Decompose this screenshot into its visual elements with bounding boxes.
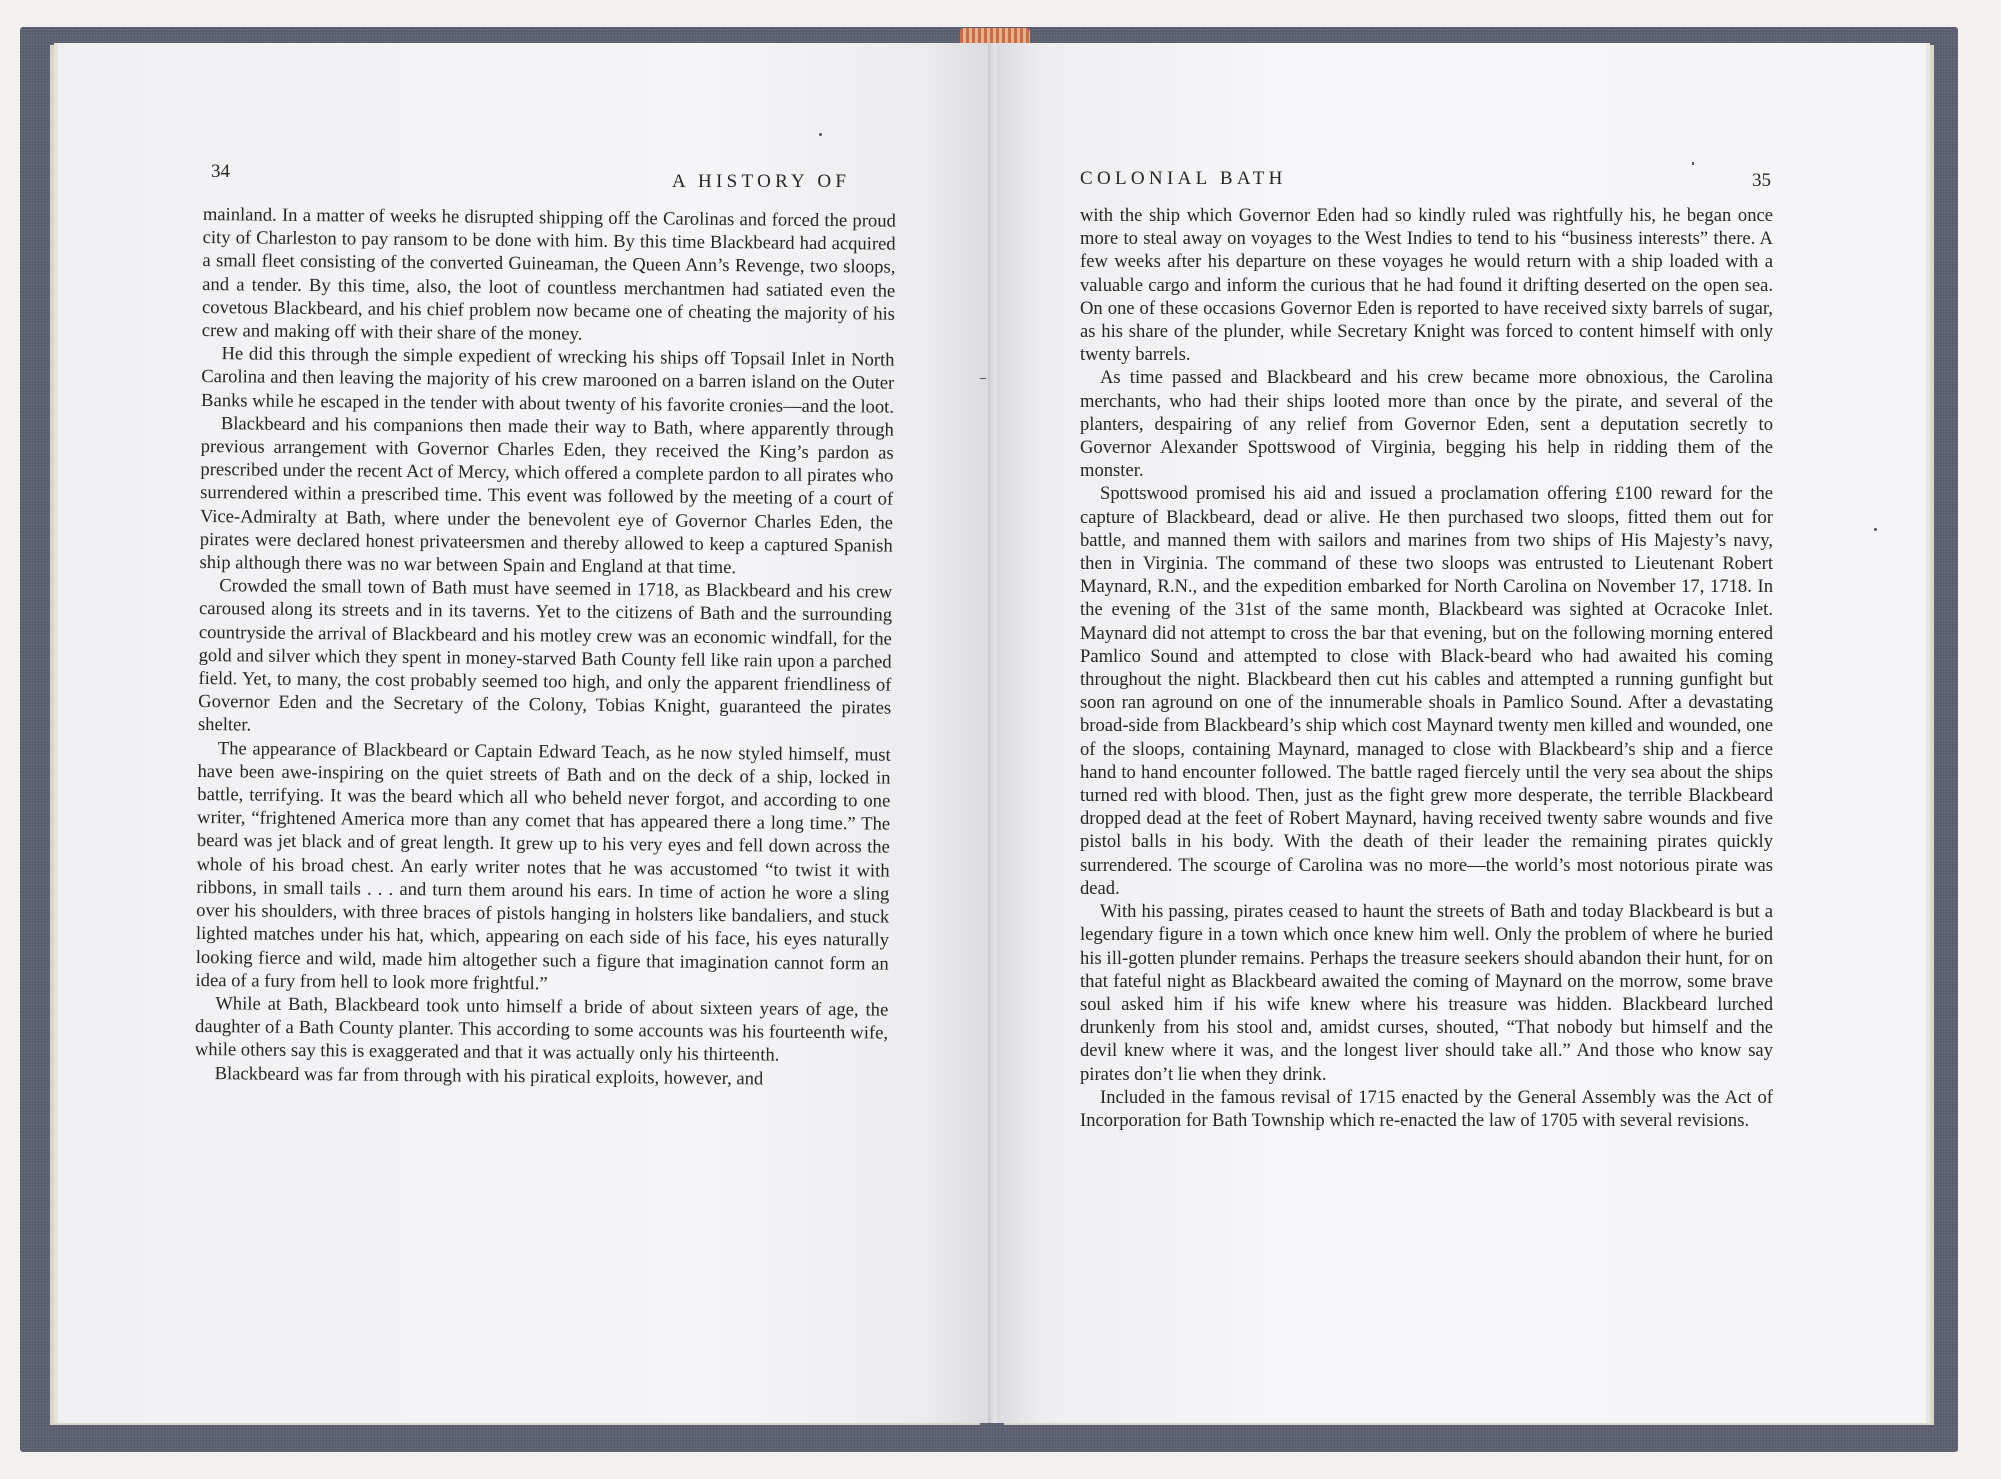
paper-speck	[1692, 162, 1694, 165]
page-gutter	[988, 43, 996, 1423]
running-head-right: COLONIAL BATH	[1080, 168, 1287, 189]
paragraph: mainland. In a matter of weeks he disrupted shipping off the Carolinas and forced the proud city of Charleston to pay ransom to be done with him. By this time Blackbeard had acquired a small fleet consisting of the converted Guineaman, the Queen Ann’s Revenge, two sloops, and a tender. By this time, also, the loot of countless merchantmen had satiated even the covetous Blackbeard, and his chief problem now became one of cheating the majority of his crew and making off with their share of the money.	[201, 203, 896, 345]
paragraph: Spottswood promised his aid and issued a proclamation offering £100 reward for the capture of Blackbeard, dead or alive. He then purchased two sloops, fitted them out for battle, and manned them with sailors and marines from two ships of His Majesty’s navy, then in Virginia. The command of these two sloops was entrusted to Lieutenant Robert Maynard, R.N., and the expedition embarked for North Carolina on November 17, 1718. In the evening of the 31st of the same month, Blackbeard was sighted at Ocracoke Inlet. Maynard did not attempt to cross the bar that evening, but on the following morning entered Pamlico Sound and attempted to close with Black-beard who had awaited his coming throughout the night. Blackbeard then cut his cables and attempted a running gunfight but soon ran aground on one of the innumerable shoals in Pamlico Sound. After a devastating broad-side from Blackbeard’s ship which cost Maynard twenty men killed and wounded, one of the sloops, containing Maynard, managed to close with Blackbeard’s ship and a fierce hand to hand encounter followed. The battle raged fiercely until the very sea about the ships turned red with blood. Then, just as the fight grew more desperate, the terrible Blackbeard dropped dead at the feet of Robert Maynard, having received twenty sabre wounds and five pistol balls in his body. With the death of their leader the remaining pirates quickly surrendered. The scourge of Carolina was no more—the world’s most notorious pirate was dead.	[1080, 483, 1773, 899]
paragraph: with the ship which Governor Eden had so kindly ruled was rightfully his, he began once more to steal away on voyages to the West Indies to tend to his “business interests” there. A few weeks after his departure on these voyages he would return with a ship loaded with a valuable cargo and inform the curious that he had found it drifting deserted on the open sea. On one of these occasions Governor Eden is reported to have received sixty barrels of sugar, as his share of the plunder, while Secretary Knight was forced to content himself with only twenty barrels.	[1080, 205, 1773, 366]
running-head-left: A HISTORY OF	[672, 171, 851, 192]
paragraph: The appearance of Blackbeard or Captain Edward Teach, as he now styled himself, must have been awe-inspiring on the quiet streets of Bath and on the deck of a ship, locked in battle, terrifying. It was the beard which all who beheld never forgot, and according to one writer, “frightened America more than any comet that has appeared there a long time.” The beard was jet black and of great length. It grew up to his very eyes and fell down across the whole of his broad chest. An early writer notes that he was accustomed “to twist it with ribbons, in small tails . . . and turn them around his ears. In time of action he wore a sling over his shoulders, with three braces of pistols hanging in holsters like bandaliers, and stuck lighted matches under his hat, which, appearing on each side of his face, his eyes naturally looking fierce and wild, made him altogether such a figure that imagination cannot form an idea of a fury from hell to look more frightful.”	[195, 737, 891, 995]
paragraph: Blackbeard was far from through with his piratical exploits, however, and	[214, 1062, 764, 1089]
paper-speck	[819, 133, 822, 136]
paragraph: As time passed and Blackbeard and his crew became more obnoxious, the Carolina merchants, who had their ships looted more than once by the pirate, and several of the planters, despairing of any relief from Governor Eden, sent a deputation secretly to Governor Alexander Spottswood of Virginia, begging his help in ridding them of the monster.	[1080, 367, 1773, 482]
paragraph: He did this through the simple expedient of wrecking his ships off Topsail Inlet in North Carolina and then leaving the majority of his crew marooned on a barren island on the Outer Banks while he escaped in the tender with about twenty of his favorite cronies—and the loot.	[201, 343, 895, 418]
page-number-left: 34	[211, 161, 230, 182]
paper-speck	[980, 378, 986, 379]
page-number-right: 35	[1752, 170, 1771, 191]
paragraph: Blackbeard and his companions then made their way to Bath, where apparently through previous arrangement with Governor Charles Eden, they received the King’s pardon as prescribed under the recent Act of Mercy, which offered a complete pardon to all pirates who surrendered within a prescribed time. This event was followed by the meeting of a court of Vice-Admiralty at Bath, where under the benevolent eye of Governor Charles Eden, the pirates were declared honest privateersmen and thereby allowed to keep a captured Spanish ship although there was no war between Spain and England at that time.	[199, 413, 894, 579]
paragraph: Crowded the small town of Bath must have seemed in 1718, as Blackbeard and his crew caroused along its streets and in its taverns. Yet to the citizens of Bath and the surrounding countryside the arrival of Blackbeard and his motley crew was an economic windfall, for the gold and silver which they spent in money-starved Bath County fell like rain upon a parched field. Yet, to many, the cost probably seemed too high, and only the apparent friendliness of Governor Eden and the Secretary of the Colony, Tobias Knight, guaranteed the pirates shelter.	[197, 575, 893, 736]
paragraph: Included in the famous revisal of 1715 enacted by the General Assembly was the Act of Incorporation for Bath Township which re-enacted the law of 1705 with several revisions.	[1080, 1086, 1773, 1131]
left-page-body	[195, 203, 896, 1091]
paper-speck	[1874, 528, 1877, 531]
right-page-body	[1080, 204, 1773, 1132]
paragraph: While at Bath, Blackbeard took unto himself a bride of about sixteen years of age, the daughter of a Bath County planter. This according to some accounts was his fourteenth wife, while others say this is exaggerated and that it was actually only his thirteenth.	[194, 993, 889, 1066]
paragraph: With his passing, pirates ceased to haunt the streets of Bath and today Blackbeard is but a legendary figure in a town which once knew him well. Only the problem of where he buried his ill-gotten plunder remains. Perhaps the treasure seekers should abandon their hunt, for on that fateful night as Blackbeard awaited the coming of Maynard on the morrow, some brave soul asked him if his wife knew where his treasure was hidden. Blackbeard lurched drunkenly from his stool and, amidst curses, shouted, “That nobody but himself and the devil knew where it was, and the longest liver should take all.” And those who know say pirates don’t lie when they drink.	[1080, 901, 1773, 1085]
